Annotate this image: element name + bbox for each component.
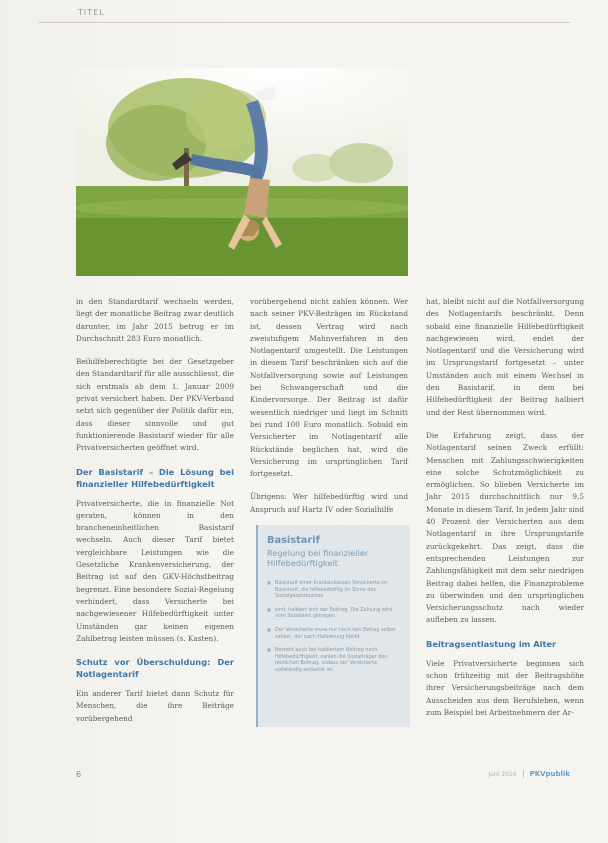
info-box-item: ■ Basistarif einer Krankenkassen Versicherte im Basistarif, die hilfebedürftig im Sinne des Sozialgesetzbuches	[267, 580, 402, 600]
paragraph: Die Erfahrung zeigt, dass der Notlagentarif seinen Zweck erfüllt: Menschen mit Zahlungsschwierigkeiten eine solche Schutzmöglichkeit zu ermöglichen. So blieben Versicherte im Jahr 2015 durchschnittlich nur 9,5 Monate in diesem Tarif. In jedem Jahr sind 40 Prozent der Versicherten aus dem Notlagentarif in ihre Ursprungstarife zurückgekehrt. Das zeigt, dass die entsprechenden Leistungen zur Zahlungsfähigkeit mit dem sehr niedrigen Beitrag dabei helfen, die Finanzprobleme zu überwinden und den ursprünglichen Versicherungsschutz nach wieder aufleben zu lassen.	[426, 430, 584, 625]
paragraph: hat, bleibt nicht auf die Notfallversorgung des Notlagentarifs beschränkt. Denn sobald eine finanzielle Hilfebedürftigkeit nachgewiesen wird, endet der Notlagentarif und die Versicherung wird im Ursprungstarif fortgesetzt – unter Umständen auch mit einem Wechsel in den Basistarif, in dem bei Hilfebedürftigkeit der Beitrag halbiert und der Rest übernommen wird.	[426, 297, 584, 417]
info-box-basistarif	[256, 525, 410, 727]
hero-photo	[76, 68, 408, 276]
info-box-title: Basistarif	[267, 535, 320, 546]
footer-divider	[523, 770, 524, 778]
paragraph: Ein anderer Tarif bietet dann Schutz für Menschen, die ihre Beiträge vorübergehend	[76, 689, 234, 723]
paragraph: Beihilfeberechtigte bei der Gesetzgeber den Standardtarif für alle ausschliesst, die sich erstmals ab dem 1. Januar 2009 privat versichert haben. Der PKV-Verband setzt sich gegenüber der Politik dafür ein, dass dieser sinnvolle und gut funktionierende Basistarif wieder für alle Privatversicherten geöffnet wird.	[76, 357, 234, 453]
footer-meta	[488, 770, 570, 778]
paragraph: in den Standardtarif wechseln werden, liegt der monatliche Beitrag zwar deutlich darunter, im Jahr 2015 betrug er im Durchschnitt 283 Euro monatlich.	[76, 297, 234, 343]
column-1	[76, 296, 234, 736]
paragraph: Privatversicherte, die in finanzielle Not geraten, können in den brancheneinheitlichen Basistarif wechseln. Auch dieser Tarif bietet vergleichbare Leistungen wie die Gesetzliche Krankenversicherung, der Beitrag ist auf den GKV-Höchstbeitrag begrenzt. Eine besondere Sozial-Regelung verhindert, dass Versicherte bei nachgewiesener Hilfebedürftigkeit unter Umständen gar keinen eigenen Zahlbetrag leisten müssen (s. Kasten).	[76, 498, 234, 643]
handstand-illustration	[76, 68, 408, 276]
header-rule	[38, 22, 570, 23]
footer-issue: Juni 2016	[488, 770, 517, 778]
header-label: TITEL	[78, 8, 105, 17]
paragraph: Viele Privatversicherte beginnen sich schon frühzeitig mit der Beitragshöhe ihrer Versicherungsbeiträge nach dem Ausscheiden aus dem Berufsleben, wenn zum Beispiel bei Arbeitnehmern der Ar-	[426, 658, 584, 717]
page-number: 6	[76, 770, 82, 779]
info-box-item: ■ Besteht auch bei halbiertem Beitrag noch Hilfebedürftigkeit, zahlen die Sozialträger den restlichen Beitrag, sodass der Versicherte vollständig entlastet ist.	[267, 647, 402, 673]
column-2	[250, 296, 408, 527]
section-heading: Der Basistarif – Die Lösung bei finanzieller Hilfebedürftigkeit	[76, 466, 234, 489]
brand-logo: PKVpublik	[529, 770, 570, 778]
column-3	[426, 296, 584, 730]
paragraph: Übrigens: Wer hilfebedürftig wird und Anspruch auf Hartz IV oder Sozialhilfe	[250, 492, 408, 514]
info-box-item: ■ Der Versicherte muss nur noch den Betrag selbst zahlen, der nach Halbierung bleibt.	[267, 627, 402, 640]
section-heading: Beitragsentlastung im Alter	[426, 638, 557, 649]
paragraph: vorübergehend nicht zahlen können. Wer nach seiner PKV-Beiträgen im Rückstand ist, dessen Vertrag wird nach zweistufigem Mahnverfahren in den Notlagentarif umgestellt. Die Leistungen in diesem Tarif beschränken sich auf die Notfallversorgung sowie auf Leistungen bei Schwangerschaft und die Kindervorsorge. Der Beitrag ist dafür wesentlich niedriger und liegt im Schnitt bei rund 100 Euro monatlich. Sobald ein Versicherter im Notlagentarif alle Rückstände beglichen hat, wird die Versicherung im ursprünglichen Tarif fortgesetzt.	[250, 297, 408, 479]
info-box-item: ■ sind, halbiert sich der Beitrag. Die Zahlung wird vom Sozialamt getragen.	[267, 607, 402, 620]
section-heading: Schutz vor Überschuldung: Der Notlagentarif	[76, 657, 234, 680]
info-box-subtitle: Regelung bei finanzieller Hilfebedürftigkeit	[267, 548, 369, 568]
